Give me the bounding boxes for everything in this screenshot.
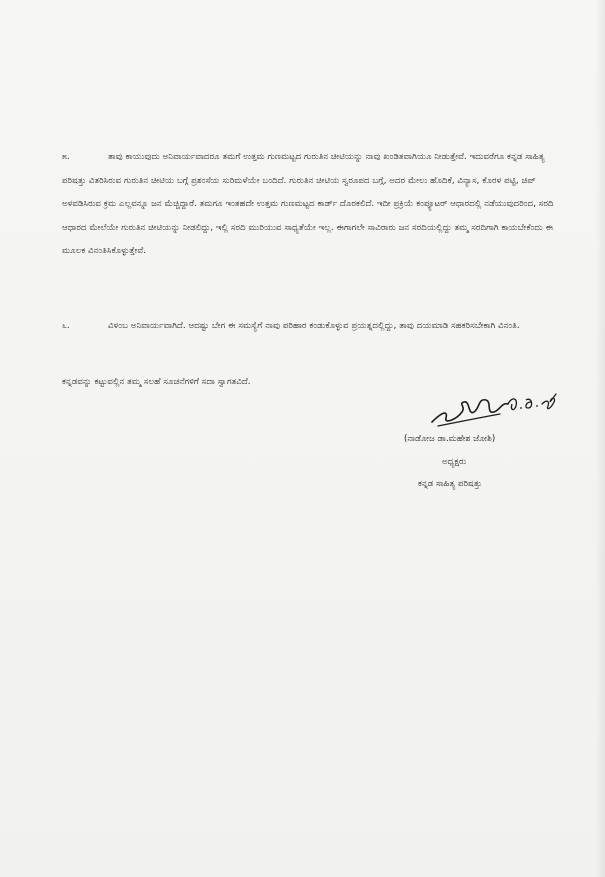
paragraph-text: ವಿಳಂಬ ಅನಿವಾರ್ಯವಾಗಿದೆ. ಆದಷ್ಟು ಬೇಗ ಈ ಸಮಸ್ಯೆಗೆ ನಾವು ಪರಿಹಾರ ಕಂಡುಕೊಳ್ಳುವ ಪ್ರಯತ್ನದಲ್ಲಿದ್ದು, ತಾವು ದಯಮಾಡಿ ಸಹಕರಿಸಬೇಕಾಗಿ ವಿನಂತಿ. <box>108 321 520 331</box>
paragraph-text: ತಾವು ಕಾಯುವುದು ಅನಿವಾರ್ಯವಾದರೂ ತಮಗೆ ಉತ್ತಮ ಗುಣಮಟ್ಟದ ಗುರುತಿನ ಚೀಟಿಯನ್ನು ನಾವು ಖಂಡಿತವಾಗಿಯೂ ನೀಡುತ್ತೇವೆ. ಇದುವರೆಗೂ ಕನ್ನಡ ಸಾಹಿತ್ಯ ಪರಿಷತ್ತು ವಿತರಿಸಿರುವ ಗುರುತಿನ ಚೀಟಿಯ ಬಗ್ಗೆ ಪ್ರಶಂಸೆಯ ಸುರಿಮಳೆಯೇ ಬಂದಿದೆ. ಗುರುತಿನ ಚೀಟಿಯ ಸ್ವರೂಪದ ಬಗ್ಗೆ, ಅದರ ಮೇಲು ಹೊದಿಕೆ, ವಿನ್ಯಾಸ, ಕೊರಳ ಪಟ್ಟಿ, ಚಿಪ್ ಅಳವಡಿಸಿರುವ ಕ್ರಮ ಎಲ್ಲವನ್ನೂ ಜನ ಮೆಚ್ಚಿದ್ದಾರೆ. ತಮಗೂ ಇಂತಹದೇ ಉತ್ತಮ ಗುಣಮಟ್ಟದ ಕಾರ್ಡ್ ದೊರಕಲಿದೆ. ಇದೀ ಪ್ರಕ್ರಿಯೆ ಕಂಪ್ಯೂಟರ್ ಆಧಾರದಲ್ಲಿ ನಡೆಯುವುದರಿಂದ, ಸರದಿ ಆಧಾರದ ಮೇಲೆಯೇ ಗುರುತಿನ ಚೀಟಿಯನ್ನು ನೀಡಲಿದ್ದು, ಇಲ್ಲಿ ಸರದಿ ಮುರಿಯುವ ಸಾಧ್ಯತೆಯೇ ಇಲ್ಲ. ಈಗಾಗಲೇ ಸಾವಿರಾರು ಜನ ಸರದಿಯಲ್ಲಿದ್ದು ತಮ್ಮ ಸರದಿಗಾಗಿ ಕಾಯಬೇಕೆಂದು ಈ ಮೂಲಕ ವಿನಂತಿಸಿಕೊಳ್ಳುತ್ತೇವೆ. <box>62 152 554 256</box>
paragraph-5 <box>62 146 558 264</box>
page-edge-shadow <box>595 0 605 877</box>
paragraph-6 <box>62 315 558 339</box>
signature-date: 9.8.98 <box>428 382 432 383</box>
signatory-organization: ಕನ್ನಡ ಸಾಹಿತ್ಯ ಪರಿಷತ್ತು <box>418 479 482 489</box>
handwritten-signature <box>428 382 568 432</box>
closing-text: ಕನ್ನಡವನ್ನು ಕಟ್ಟುವಲ್ಲಿನ ತಮ್ಮ ಸಲಹೆ ಸೂಚನೆಗಳಿಗೆ ಸದಾ ಸ್ವಾಗತವಿದೆ. <box>62 377 251 387</box>
signatory-role: ಅಧ್ಯಕ್ಷರು <box>442 457 467 467</box>
paragraph-marker: ೬. <box>62 321 70 331</box>
signatory-name: (ನಾಡೋಜ ಡಾ.ಮಹೇಶ ಜೋಶಿ) <box>404 434 496 444</box>
paragraph-marker: ೫. <box>62 152 70 162</box>
